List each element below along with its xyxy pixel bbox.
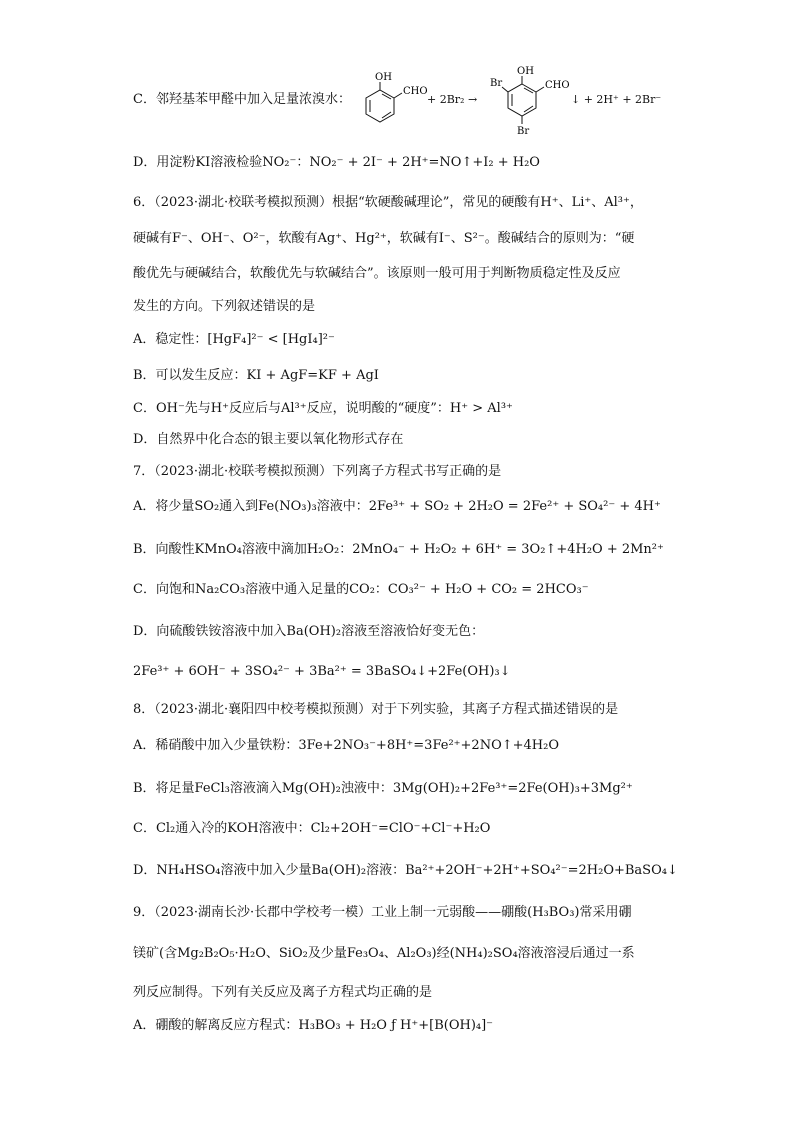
q8-option-c-text: C．Cl₂通入冷的KOH溶液中：Cl₂+2OH⁻=ClO⁻+Cl⁻+H₂O [133, 821, 491, 836]
q6-option-a [133, 330, 335, 350]
q7-option-d-text: D．向硫酸铁铵溶液中加入Ba(OH)₂溶液至溶液恰好变无色： [133, 624, 485, 639]
q6-text3: 酸优先与硬碱结合，软酸优先与软碱结合”。该原则一般可用于判断物质稳定性及反应 [133, 266, 621, 281]
option-d-prev-text: D．用淀粉KI溶液检验NO₂⁻：NO₂⁻ + 2I⁻ + 2H⁺=NO↑+I₂ + H₂O [133, 155, 540, 170]
q9-text2: 镁矿(含Mg₂B₂O₅·H₂O、SiO₂及少量Fe₃O₄、Al₂O₃)经(NH₄)₂SO₄溶液溶浸后通过一系 [133, 946, 635, 961]
q8-text: 8．（2023·湖北·襄阳四中校考模拟预测）对于下列实验，其离子方程式描述错误的是 [133, 702, 619, 717]
salicylaldehyde-structure [360, 72, 428, 128]
q8-option-d [133, 861, 678, 881]
q8-option-b-text: B．将足量FeCl₃溶液滴入Mg(OH)₂浊液中：3Mg(OH)₂+2Fe³⁺=2Fe(OH)₃+3Mg²⁺ [133, 781, 633, 796]
q6-option-c [133, 399, 513, 419]
q6-stem-line4 [133, 297, 315, 317]
br-label-2: Br [517, 126, 530, 137]
q7-option-a-text: A．将少量SO₂通入到Fe(NO₃)₃溶液中：2Fe³⁺ + SO₂ + 2H₂O = 2Fe²⁺ + SO₄²⁻ + 4H⁺ [133, 499, 661, 514]
q9-text1: 9．（2023·湖南长沙·长郡中学校考一模）工业上制一元弱酸——硼酸(H₃BO₃)常采用硼 [133, 905, 632, 920]
q6-stem-line2 [133, 229, 634, 249]
q6-option-b [133, 366, 379, 386]
q8-option-c [133, 819, 490, 839]
q8-option-d-text: D．NH₄HSO₄溶液中加入少量Ba(OH)₂溶液：Ba²⁺+2OH⁻+2H⁺+SO₄²⁻=2H₂O+BaSO₄↓ [133, 863, 678, 878]
oh-label: OH [375, 72, 392, 83]
cho-label-right: CHO [545, 80, 570, 91]
q6-text2: 硬碱有F⁻、OH⁻、O²⁻，软酸有Ag⁺、Hg²⁺，软碱有I⁻、S²⁻。酸碱结合的原则为：“硬 [133, 231, 635, 246]
br-label-1: Br [490, 78, 503, 89]
molecule-salicylaldehyde [360, 72, 428, 132]
q6-option-c-text: C．OH⁻先与H⁺反应后与Al³⁺反应，说明酸的“硬度”：H⁺ > Al³⁺ [133, 401, 513, 416]
q8-stem [133, 700, 618, 720]
q7-text: 7．（2023·湖北·校联考模拟预测）下列离子方程式书写正确的是 [133, 464, 502, 479]
q9-option-a [133, 1016, 493, 1036]
q6-text1: 6．（2023·湖北·校联考模拟预测）根据“软硬酸碱理论”，常见的硬酸有H⁺、Li⁺、Al³⁺， [133, 195, 643, 210]
cho-label: CHO [403, 86, 428, 97]
q7-option-c-text: C．向饱和Na₂CO₃溶液中通入足量的CO₂：CO₃²⁻ + H₂O + CO₂ = 2HCO₃⁻ [133, 582, 589, 597]
tribromo-structure [490, 62, 570, 138]
q9-stem-line2 [133, 944, 635, 964]
q7-option-b-text: B．向酸性KMnO₄溶液中滴加H₂O₂：2MnO₄⁻ + H₂O₂ + 6H⁺ = 3O₂↑+4H₂O + 2Mn²⁺ [133, 542, 664, 557]
q8-option-a [133, 736, 559, 756]
option-d-prev [133, 153, 540, 173]
oh-label-right: OH [517, 66, 534, 77]
q6-text4: 发生的方向。下列叙述错误的是 [133, 299, 316, 314]
q8-option-b [133, 779, 633, 799]
q8-option-a-text: A．稀硝酸中加入少量铁粉：3Fe+2NO₃⁻+8H⁺=3Fe²⁺+2NO↑+4H₂O [133, 738, 559, 753]
q9-text3: 列反应制得。下列有关反应及离子方程式均正确的是 [133, 985, 433, 1000]
q7-option-c [133, 580, 589, 600]
q6-option-d-text: D．自然界中化合态的银主要以氧化物形式存在 [133, 432, 404, 447]
q7-option-a [133, 497, 661, 517]
q6-stem-line3 [133, 264, 621, 284]
products-text [571, 90, 661, 110]
molecule-tribromo [490, 62, 570, 142]
products-label: ↓ + 2H⁺ + 2Br⁻ [571, 93, 662, 106]
q6-option-b-text: B．可以发生反应：KI + AgF=KF + AgI [133, 368, 379, 383]
q7-stem [133, 462, 501, 482]
reagent-label: + 2Br₂ → [427, 93, 478, 106]
q9-stem-line3 [133, 983, 432, 1003]
q6-option-d [133, 430, 403, 450]
q6-stem-line1 [133, 193, 643, 213]
q7-option-d-eq-text: 2Fe³⁺ + 6OH⁻ + 3SO₄²⁻ + 3Ba²⁺ = 3BaSO₄↓+2Fe(OH)₃↓ [133, 664, 511, 679]
option-c-prev [133, 90, 351, 110]
q6-option-a-text: A．稳定性：[HgF₄]²⁻ < [HgI₄]²⁻ [133, 332, 335, 347]
reagent-text [427, 90, 477, 110]
q9-option-a-text: A．硼酸的解离反应方程式：H₃BO₃ + H₂O ƒ H⁺+[B(OH)₄]⁻ [133, 1018, 494, 1033]
option-c-prev-text: C．邻羟基苯甲醛中加入足量浓溴水： [133, 92, 351, 107]
q7-option-b [133, 540, 664, 560]
q7-option-d-equation [133, 662, 511, 682]
q9-stem-line1 [133, 903, 631, 923]
q7-option-d [133, 622, 484, 642]
